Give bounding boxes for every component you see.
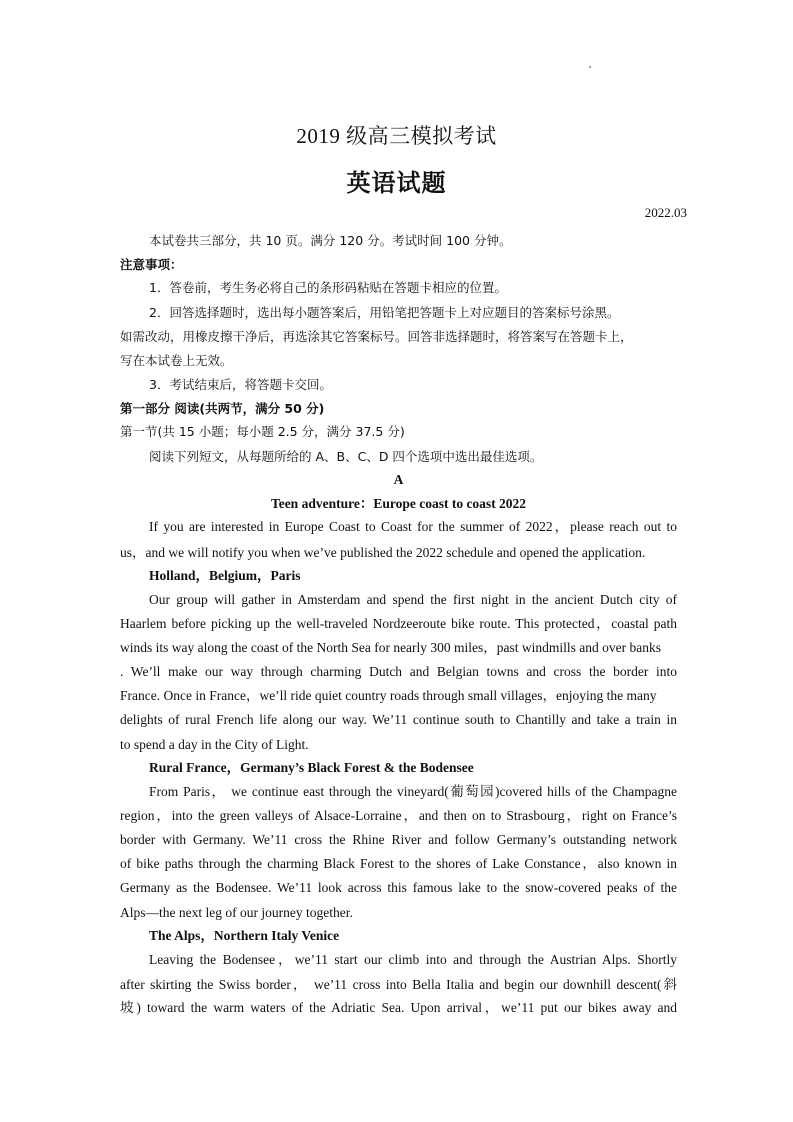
rural-france-line-6: Alps—the next leg of our journey together. (120, 905, 353, 920)
intro-line-2: us，and we will notify you when we’ve published the 2022 schedule and opened the application. (120, 545, 646, 560)
exam-title: 2019 级高三模拟考试 (296, 124, 497, 148)
alps-line-3: 坡) toward the warm waters of the Adriatic Sea. Upon arrival，we’11 put our bikes away and (120, 1000, 677, 1015)
part1-heading: 第一部分 阅读(共两节，满分 50 分) (120, 401, 325, 416)
passage-letter: A (393, 472, 404, 487)
section-heading-rural-france: Rural France，Germany’s Black Forest & the Bodensee (149, 760, 474, 775)
holland-line-6: delights of rural French life along our way. We’11 continue south to Chantilly and take a train in (120, 712, 677, 727)
rural-france-line-1: From Paris， we continue east through the vineyard(葡萄园)covered hills of the Champagne (149, 784, 677, 799)
alps-line-2: after skirting the Swiss border， we’11 cross into Bella Italia and begin our downhill descent(斜 (120, 977, 677, 992)
notice-item-2-line-1: 2．回答选择题时，选出每小题答案后，用铅笔把答题卡上对应题目的答案标号涂黑。 (149, 305, 620, 320)
section-heading-alps: The Alps，Northern Italy Venice (149, 928, 340, 943)
exam-summary: 本试卷共三部分，共 10 页。满分 120 分。考试时间 100 分钟。 (149, 233, 512, 248)
notice-item-3: 3．考试结束后，将答题卡交回。 (149, 377, 332, 392)
reading-directions: 阅读下列短文，从每题所给的 A、B、C、D 四个选项中选出最佳选项。 (149, 449, 543, 464)
holland-line-1: Our group will gather in Amsterdam and spend the first night in the ancient Dutch city of (149, 592, 677, 607)
rural-france-line-2: region，into the green valleys of Alsace-Lorraine，and then on to Strasbourg，right on France’s (120, 808, 677, 823)
notice-item-2-line-3: 写在本试卷上无效。 (120, 353, 233, 368)
intro-line-1: If you are interested in Europe Coast to Coast for the summer of 2022，please reach out to (149, 519, 677, 534)
rural-france-line-4: of bike paths through the charming Black Forest to the shores of Lake Constance，also known in (120, 856, 677, 871)
holland-line-2: Haarlem before picking up the well-traveled Nordzeeroute bike route. This protected，coastal path (120, 616, 677, 631)
alps-line-1: Leaving the Bodensee，we’11 start our climb into and through the Austrian Alps. Shortly (149, 952, 677, 967)
rural-france-line-5: Germany as the Bodensee. We’11 look across this famous lake to the snow-covered peaks of the (120, 880, 677, 895)
section1-heading: 第一节(共 15 小题；每小题 2.5 分，满分 37.5 分) (120, 424, 405, 439)
exam-date: 2022.03 (644, 205, 687, 220)
notice-heading: 注意事项： (120, 257, 183, 272)
notice-item-1: 1．答卷前，考生务必将自己的条形码粘贴在答题卡相应的位置。 (149, 280, 507, 295)
passage-title: Teen adventure：Europe coast to coast 2022 (270, 496, 527, 511)
section-heading-holland: Holland，Belgium，Paris (149, 568, 301, 583)
rural-france-line-3: border with Germany. We’11 cross the Rhine River and follow Germany’s outstanding network (120, 832, 677, 847)
holland-line-3: winds its way along the coast of the North Sea for nearly 300 miles，past windmills and over banks (120, 640, 662, 655)
notice-item-2-line-2: 如需改动，用橡皮擦干净后，再选涂其它答案标号。回答非选择题时，将答案写在答题卡上， (120, 329, 633, 344)
holland-line-5: France. Once in France，we’ll ride quiet country roads through small villages，enjoying the many (120, 688, 657, 703)
holland-line-7: to spend a day in the City of Light. (120, 737, 309, 752)
subject-title: 英语试题 (346, 169, 447, 197)
holland-line-4: . We’ll make our way through charming Dutch and Belgian towns and cross the border into (120, 664, 677, 679)
scan-speck (589, 66, 591, 68)
